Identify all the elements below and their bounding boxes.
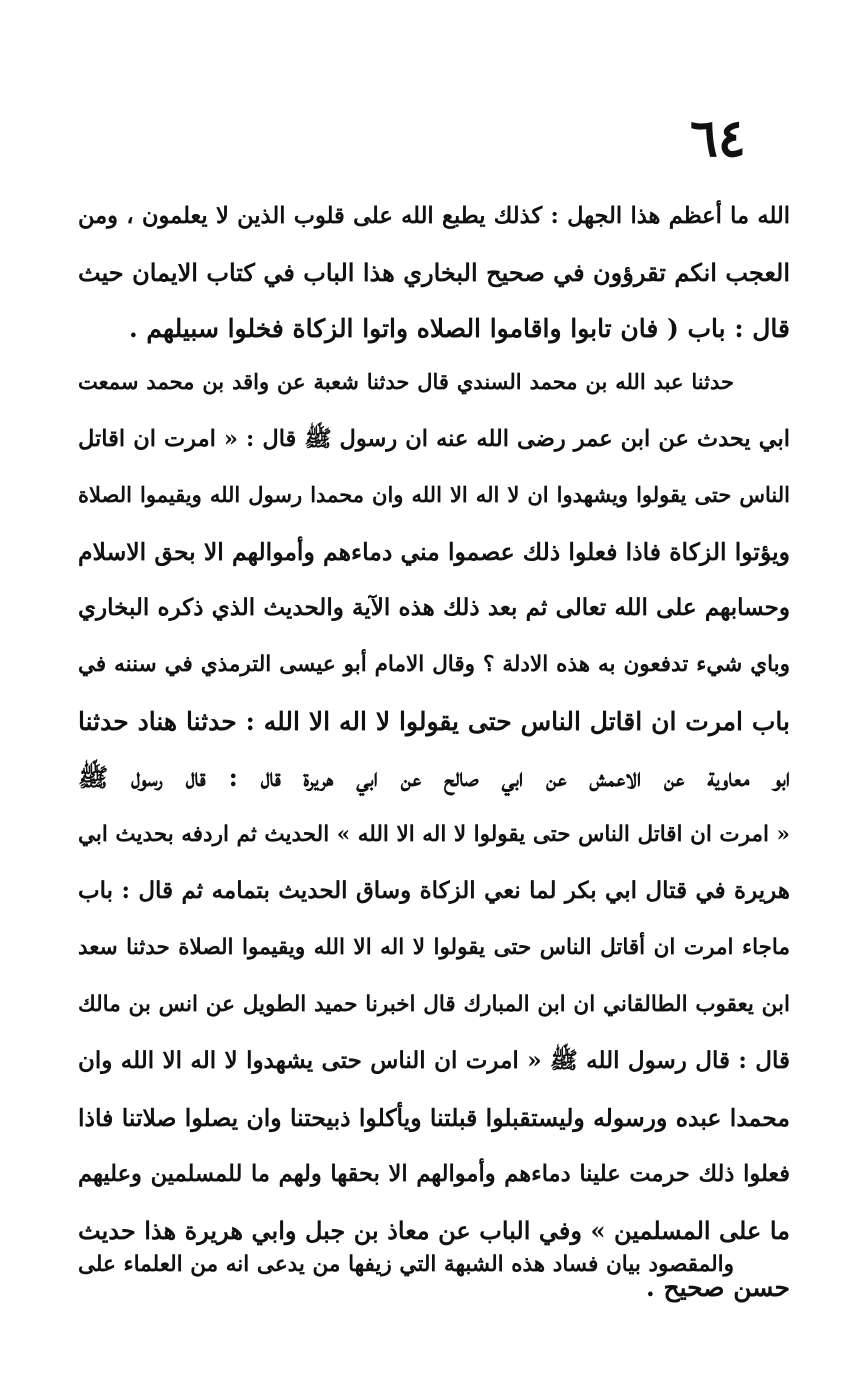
- text-line: ويؤتوا الزكاة فاذا فعلوا ذلك عصموا مني دماءهم وأموالهم الا بحق الاسلام: [78, 537, 790, 566]
- text-line: قال : قال رسول الله ﷺ « امرت ان الناس حتى يشهدوا لا اله الا الله وان: [78, 1047, 790, 1075]
- text-line: والمقصود بيان فساد هذه الشبهة التي زيفها من يدعى انه من العلماء على: [78, 1252, 734, 1277]
- text-line: وحسابهم على الله تعالى ثم بعد ذلك هذه الآية والحديث الذي ذكره البخاري: [78, 594, 790, 622]
- text-line: الناس حتى يقولوا ويشهدوا ان لا اله الا الله وان محمدا رسول الله ويقيموا الصلاة: [78, 482, 790, 508]
- paragraph-2: [78, 354, 790, 1316]
- text-line: « امرت ان اقاتل الناس حتى يقولوا لا اله الا الله » الحديث ثم اردفه بحديث ابي: [78, 821, 790, 847]
- text-line: حسن صحيح .: [646, 1272, 790, 1302]
- text-line: ابي يحدث عن ابن عمر رضى الله عنه ان رسول ﷺ قال : « امرت ان اقاتل: [78, 425, 790, 452]
- paragraph-3: [78, 1237, 790, 1294]
- text-line: وباي شيء تدفعون به هذه الادلة ؟ وقال الامام أبو عيسى الترمذي في سننه في: [78, 651, 790, 677]
- text-line: فعلوا ذلك حرمت علينا دماءهم وأموالهم الا بحقها ولهم ما للمسلمين وعليهم: [78, 1161, 790, 1188]
- text-line: الله ما أعظم هذا الجهل : كذلك يطبع الله على قلوب الذين لا يعلمون ، ومن: [78, 203, 790, 229]
- text-line: هريرة في قتال ابي بكر لما نعي الزكاة وساق الحديث بتمامه ثم قال : باب: [78, 877, 790, 905]
- text-line: محمدا عبده ورسوله وليستقبلوا قبلتنا ويأكلوا ذبيحتنا وان يصلوا صلاتنا فاذا: [78, 1103, 790, 1132]
- text-line: ماجاء امرت ان أقاتل الناس حتى يقولوا لا اله الا الله ويقيموا الصلاة حدثنا سعد: [78, 934, 790, 960]
- page-number: ٦٤: [690, 108, 746, 169]
- text-line: حدثنا عبد الله بن محمد السندي قال حدثنا شعبة عن واقد بن محمد سمعت: [78, 369, 734, 394]
- text-line: ابن يعقوب الطالقاني ان ابن المبارك قال اخبرنا حميد الطويل عن انس بن مالك: [78, 991, 790, 1017]
- text-line: قال : باب ( فان تابوا واقاموا الصلاه واتوا الزكاة فخلوا سبيلهم .: [129, 314, 790, 344]
- text-line: باب امرت ان اقاتل الناس حتى يقولوا لا اله الا الله : حدثنا هناد حدثنا: [78, 706, 790, 736]
- text-line: ما على المسلمين » وفي الباب عن معاذ بن جبل وابي هريرة هذا حديث: [78, 1215, 790, 1245]
- text-line: ابو معاوية عن الاعمش عن ابي صالح عن ابي هريرة قال : قال رسول ﷺ: [78, 763, 790, 793]
- text-line: العجب انكم تقرؤون في صحيح البخاري هذا الباب في كتاب الايمان حيث: [78, 257, 790, 287]
- paragraph-1: [78, 188, 790, 358]
